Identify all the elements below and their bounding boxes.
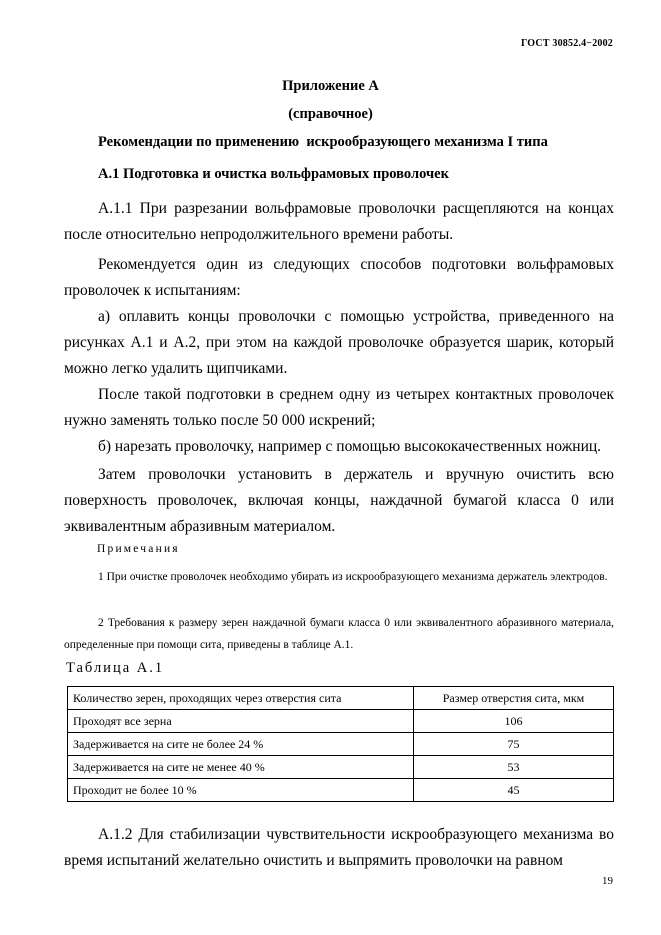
paragraph-a-1-2: А.1.2 Для стабилизации чувствительности искрообразующего механизма во время испытаний желательно очистить и выпрямить проволочки на равном bbox=[64, 826, 614, 869]
paragraph-method-a: а) оплавить концы проволочки с помощью устройства, приведенного на рисунках А.1 и А.2, при этом на каждой проволочке образуется шарик, который можно легко удалить щипчиками. bbox=[64, 308, 614, 377]
section-heading: А.1 Подготовка и очистка вольфрамовых проволочек bbox=[98, 166, 449, 182]
note-2: 2 Требования к размеру зерен наждачной бумаги класса 0 или эквивалентного абразивного материала, определенные при помощи сита, приведены в таблице А.1. bbox=[64, 617, 614, 651]
notes-title: Примечания bbox=[97, 543, 180, 555]
table-row bbox=[68, 779, 614, 802]
standard-header: ГОСТ 30852.4−2002 bbox=[520, 38, 613, 49]
table-row bbox=[68, 756, 614, 779]
table-cell: Задерживается на сите не менее 40 % bbox=[68, 756, 414, 779]
table-cell: 45 bbox=[414, 779, 614, 802]
table-header-cell: Количество зерен, проходящих через отверстия сита bbox=[68, 687, 414, 710]
table-cell: 53 bbox=[414, 756, 614, 779]
table-cell: Задерживается на сите не более 24 % bbox=[68, 733, 414, 756]
table-cell: 75 bbox=[414, 733, 614, 756]
paragraph-a-1-1: А.1.1 При разрезании вольфрамовые проволочки расщепляются на концах после относительно непродолжительного времени работы. bbox=[64, 200, 614, 243]
appendix-title: Приложение А bbox=[282, 78, 379, 94]
table-header-cell: Размер отверстия сита, мкм bbox=[414, 687, 614, 710]
appendix-type: (справочное) bbox=[288, 106, 373, 122]
table-cell: 106 bbox=[414, 710, 614, 733]
page-number: 19 bbox=[602, 875, 613, 887]
paragraph-after-preparation: После такой подготовки в среднем одну из четырех контактных проволочек нужно заменять только после 50 000 искрений; bbox=[64, 386, 614, 429]
table-caption: Таблица А.1 bbox=[66, 660, 165, 676]
table-row bbox=[68, 710, 614, 733]
grain-size-table bbox=[67, 686, 614, 802]
paragraph-cleaning: Затем проволочки установить в держатель и вручную очистить всю поверхность проволочек, включая концы, наждачной бумагой класса 0 или эквивалентным абразивным материалом. bbox=[64, 466, 614, 535]
table-cell: Проходят все зерна bbox=[68, 710, 414, 733]
table-row bbox=[68, 733, 614, 756]
paragraph-recommended-methods: Рекомендуется один из следующих способов подготовки вольфрамовых проволочек к испытаниям: bbox=[64, 256, 614, 299]
table-cell: Проходит не более 10 % bbox=[68, 779, 414, 802]
appendix-subject: Рекомендации по применению искрообразующего механизма I типа bbox=[98, 134, 548, 150]
table-header-row bbox=[68, 687, 614, 710]
paragraph-method-b: б) нарезать проволочку, например с помощью высококачественных ножниц. bbox=[98, 438, 602, 455]
note-1: 1 При очистке проволочек необходимо убирать из искрообразующего механизма держатель электродов. bbox=[98, 571, 608, 583]
